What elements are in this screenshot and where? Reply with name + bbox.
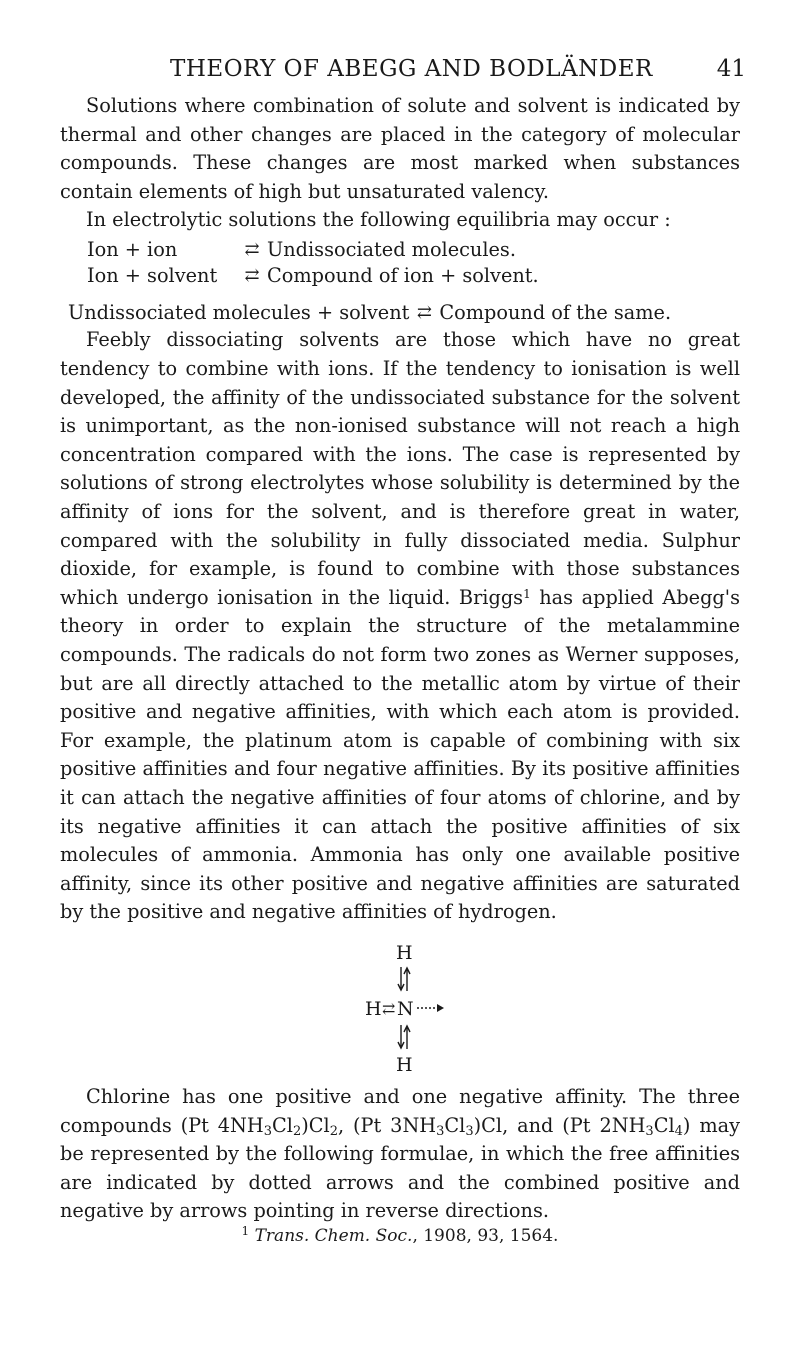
running-title: THEORY OF ABEGG AND BODLÄNDER xyxy=(170,56,653,82)
subscript: 2 xyxy=(292,1123,302,1139)
equilibrium-arrow-icon: ⇄ xyxy=(244,265,260,287)
atom-hydrogen-left: H xyxy=(365,997,382,1020)
subscript: 3 xyxy=(436,1123,445,1139)
footnote-journal: Trans. Chem. Soc. xyxy=(254,1226,413,1246)
equilibrium-left: Undissociated molecules + solvent xyxy=(68,300,410,324)
equilibrium-right: Compound of the same. xyxy=(439,300,672,324)
equilibrium-arrow-icon: ⇄ xyxy=(382,998,396,1018)
equilibrium-left: Ion + solvent xyxy=(87,264,218,288)
dotted-free-affinity-arrow-icon xyxy=(415,1001,445,1015)
footnote-marker: 1 xyxy=(523,586,531,601)
paragraph-text: Cl xyxy=(272,1113,293,1137)
bond-arrows-icon xyxy=(396,1023,412,1051)
paragraph-feebly-dissociating xyxy=(60,326,740,926)
paragraph-text: , (Pt 3NH xyxy=(337,1113,437,1137)
footnote-marker: 1 xyxy=(241,1224,250,1238)
paragraph-text: ) may be represented by the following formulae, in which the free affinities are indicated by dotted arrows and the combined positive and negative by arrows pointing in reverse directions. xyxy=(60,1113,741,1223)
paragraph-text: )Cl xyxy=(301,1113,330,1137)
body-text xyxy=(60,92,740,1226)
equilibrium-left: Ion + ion xyxy=(87,237,178,261)
equilibrium-right: Undissociated molecules. xyxy=(267,237,516,261)
subscript: 4 xyxy=(674,1123,683,1139)
paragraph-chlorine xyxy=(60,1083,740,1226)
paragraph-text: Cl xyxy=(444,1113,466,1137)
equilibrium-row xyxy=(60,237,740,264)
footnote-details: , 1908, 93, 1564. xyxy=(412,1226,559,1246)
paragraph-text: Cl xyxy=(653,1113,675,1137)
ammonia-formula-diagram xyxy=(60,935,740,1083)
equilibrium-right: Compound of ion + solvent. xyxy=(267,264,539,288)
paragraph-text: has applied Abegg's theory in order to explain the structure of the metalammine compounds. The radicals do not form two zones as Werner supposes, but are all directly attached to the metallic atom by virtue of their positive and negative affinities, with which each atom is provided. For example, the platinum atom is capable of combining with six positive affinities and four negative affinities. By its positive affinities it can attach the negative affinities of four atoms of chlorine, and by its negative affinities it can attach the positive affinities of six molecules of ammonia. Ammonia has only one available positive affinity, since its other positive and negative affinities are saturated by the positive and negative affinities of hydrogen. xyxy=(60,585,740,924)
footnote xyxy=(60,1226,740,1246)
equilibria-list xyxy=(60,237,740,327)
paragraph-text: Feebly dissociating solvents are those which have no great tendency to combine with ions. If the tendency to ionisation is well developed, the affinity of the undissociated substance for the solvent is unimportant, as the non-ionised substance will not reach a high concentration compared with the ions. The case is represented by solutions of strong electrolytes whose solubility is determined by the affinity of ions for the solvent, and is therefore great in water, compared with the solubility in fully dissociated media. Sulphur dioxide, for example, is found to combine with those substances which undergo ionisation in the liquid. xyxy=(60,328,740,609)
atom-hydrogen-top: H xyxy=(396,941,413,964)
equilibrium-row xyxy=(60,300,740,327)
bond-arrows-icon xyxy=(396,965,412,993)
paragraph-molecular-compounds: Solutions where combination of solute and solvent is indicated by thermal and other changes are placed in the category of molecular compounds. These changes are most marked when substances contain elements of high but unsaturated valency. xyxy=(60,94,740,203)
paragraph-equilibria-intro: In electrolytic solutions the following equilibria may occur : xyxy=(86,208,671,232)
paragraph-text: )Cl, and (Pt 2NH xyxy=(473,1113,646,1137)
briggs-name: Briggs xyxy=(458,585,524,609)
page-header xyxy=(60,52,760,92)
subscript: 3 xyxy=(465,1123,474,1139)
page-number: 41 xyxy=(716,56,746,82)
equilibrium-arrow-icon: ⇄ xyxy=(416,301,432,323)
subscript: 2 xyxy=(329,1123,338,1139)
paragraph-text: Chlorine has one positive and one negative affinity. The three compounds (Pt 4NH xyxy=(60,1084,740,1137)
atom-hydrogen-bottom: H xyxy=(396,1053,413,1076)
subscript: 3 xyxy=(645,1123,654,1139)
subscript: 3 xyxy=(263,1123,273,1139)
atom-nitrogen: N xyxy=(397,997,414,1020)
equilibrium-arrow-icon: ⇄ xyxy=(244,238,260,260)
equilibrium-row xyxy=(60,263,740,290)
